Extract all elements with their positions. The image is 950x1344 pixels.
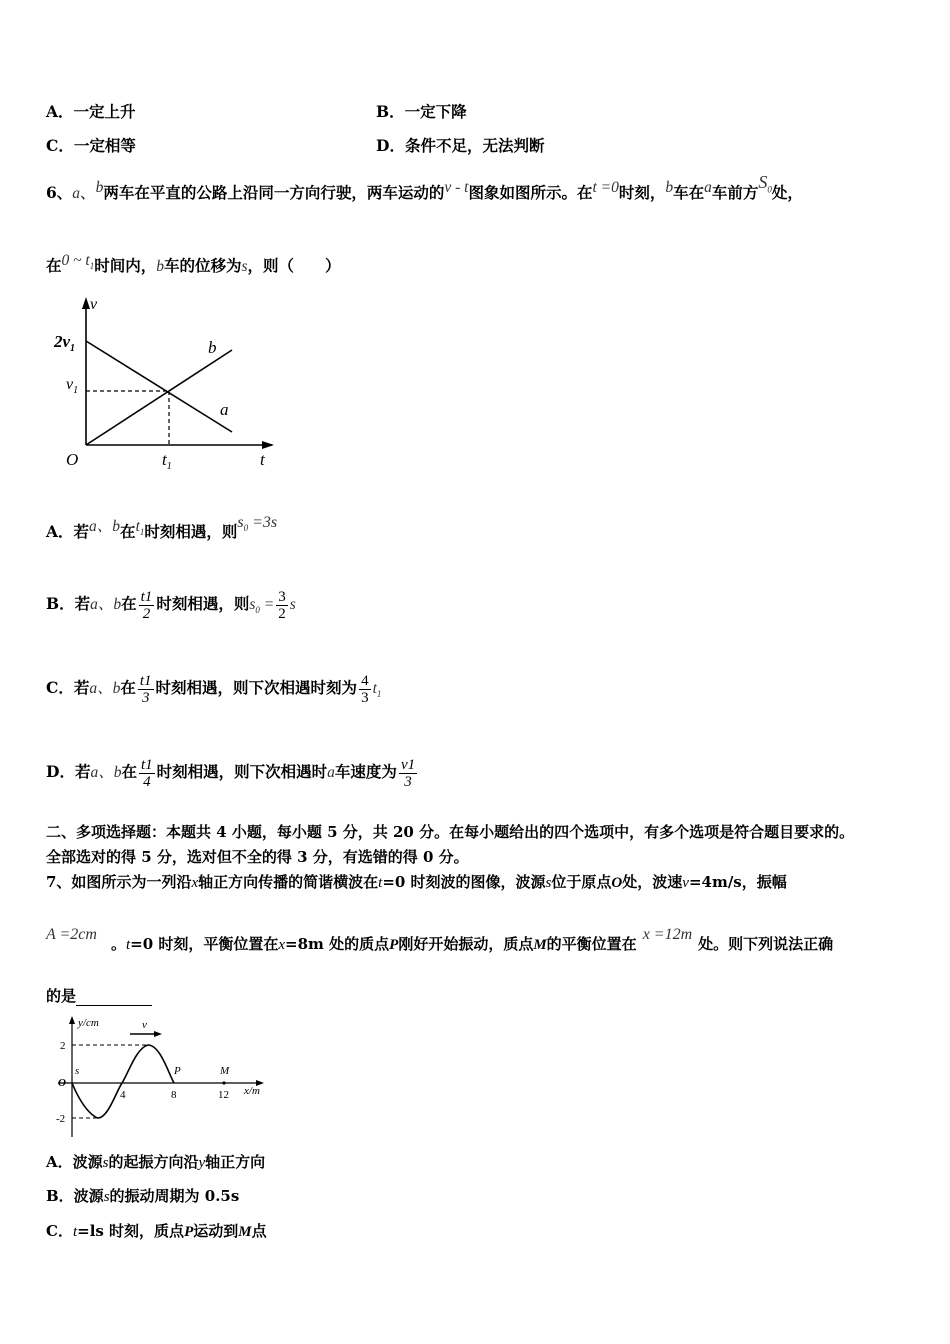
q6-y-arrow (82, 297, 90, 309)
q6-stem-line2: 在0 ~ $t_1$时间内，b车的位移为s，则（ ） (46, 252, 341, 275)
section2-line1: 二、多项选择题：本题共 4 小题，每小题 5 分，共 20 分。在每小题给出的四个选项中，有多个选项是符合题目要求的。 (46, 823, 855, 841)
section2-line2: 全部选对的得 5 分，选对但不全的得 3 分，有选错的得 0 分。 (46, 848, 469, 866)
q7-point-m (222, 1081, 225, 1084)
q6-y-top-label: $2v_1$ (54, 332, 76, 354)
q7-stem-line2: A =2cm。t=0 时刻，平衡位置在x=8m 处的质点P刚好开始振动，质点M的平衡位置在x =12m处。则下列说法正确 (46, 926, 834, 953)
q6-vt-graph (50, 295, 290, 480)
q6-option-d: D．若a、b在 $\frac{t1}{4}$ 时刻相遇，则下次相遇时a车速度为 $\frac{v1}{3}$ (46, 756, 416, 790)
answer-blank[interactable] (76, 989, 152, 1006)
q7-option-a: A．波源s的起振方向沿y轴正方向 (46, 1153, 266, 1171)
q6-option-a: A．若a、b在$t_1$时刻相遇，则$s_0 =3s$ (46, 514, 278, 541)
q7-point-p-label: P (174, 1065, 181, 1077)
q7-wave-graph (50, 1012, 280, 1142)
q7-option-c: C．t=ls 时刻，质点P运动到M点 (46, 1222, 267, 1240)
q6-option-c: C．若a、b在 $\frac{t1}{3}$ 时刻相遇，则下次相遇时刻为 $\frac{4}{3}$ $t_1$ (46, 672, 382, 706)
q6-graph-axes (86, 303, 272, 445)
q7-velocity-label: v (142, 1019, 147, 1031)
q6-line-b (86, 350, 232, 445)
q7-x-tick-4: 4 (120, 1089, 126, 1101)
q7-x-tick-12: 12 (218, 1089, 229, 1101)
q7-origin-label: O (58, 1077, 66, 1089)
q6-option-b: B．若a、b在 $\frac{t1}{2}$ 时刻相遇，则$s_0$ = $\frac{3}{2}$ s (46, 588, 296, 622)
q6-origin-label: O (66, 450, 79, 469)
q5-option-b: B．一定下降 (376, 102, 467, 121)
q7-velocity-arrow-head (154, 1031, 162, 1037)
q6-line-a-label: a (220, 400, 229, 419)
q6-x-arrow (262, 441, 274, 449)
q7-wave-curve (72, 1045, 174, 1118)
q6-y-mid-label: $v_1$ (66, 376, 79, 396)
q7-x-tick-8: 8 (171, 1089, 177, 1101)
q6-y-axis-label: v (90, 296, 98, 313)
q5-option-a: A．一定上升 (46, 102, 136, 121)
q6-stem-line1: 6、a、b两车在平直的公路上沿同一方向行驶，两车运动的v - t图象如图所示。在t =0时刻，b车在a车前方$S_0$处， (46, 172, 803, 202)
q5-option-c: C．一定相等 (46, 136, 136, 155)
q7-y-arrow (69, 1016, 75, 1024)
q7-y-pos-label: 2 (60, 1040, 66, 1052)
q7-x-axis-label: x/m (244, 1085, 260, 1097)
q6-x-axis-label: t (260, 450, 265, 469)
q7-stem-line1: 7、如图所示为一列沿x轴正方向传播的简谐横波在t=0 时刻波的图像，波源s位于原点O处，波速v=4m/s，振幅 (46, 873, 787, 891)
q7-option-b: B．波源s的振动周期为 0.5s (46, 1187, 240, 1205)
q6-line-b-label: b (208, 338, 217, 357)
q6-x-tick-label: $t_1$ (162, 450, 172, 472)
q7-stem-line3: 的是 (46, 986, 152, 1006)
q5-option-d: D．条件不足，无法判断 (376, 136, 545, 155)
q7-y-axis-label: y/cm (78, 1017, 99, 1029)
q7-point-m-label: M (220, 1065, 230, 1077)
q7-y-neg-label: -2 (56, 1113, 66, 1125)
q7-graph-axes (58, 1022, 262, 1137)
q7-source-label: s (75, 1065, 80, 1077)
